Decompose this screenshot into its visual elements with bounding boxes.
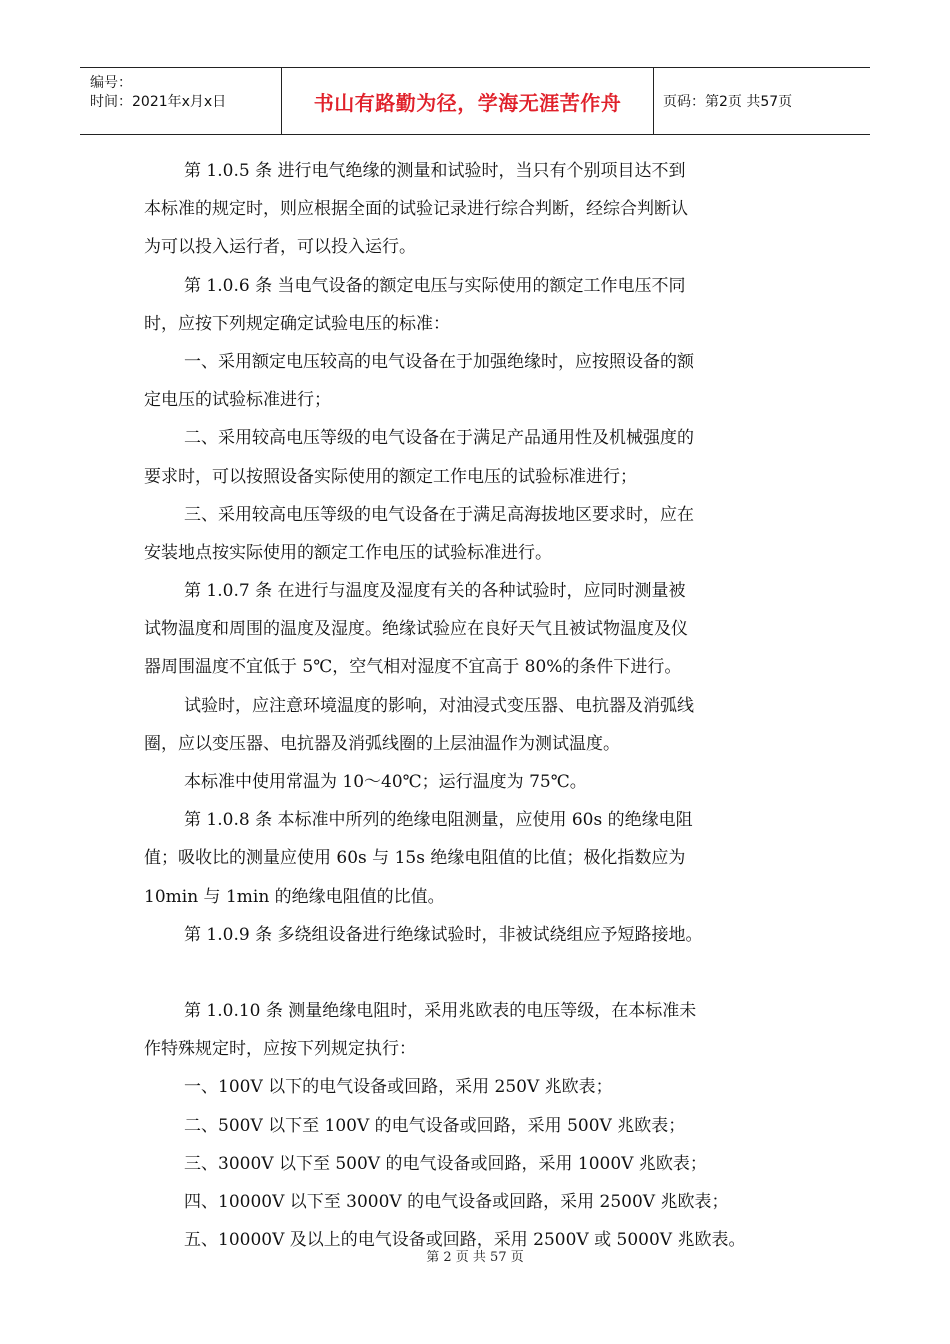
paragraph-line: 器周围温度不宜低于 5℃，空气相对湿度不宜高于 80%的条件下进行。 (144, 657, 682, 678)
paragraph-line: 第 1.0.6 条 当电气设备的额定电压与实际使用的额定工作电压不同 (184, 275, 686, 296)
paragraph-line: 第 1.0.9 条 多绕组设备进行绝缘试验时，非被试绕组应予短路接地。 (184, 924, 703, 945)
paragraph-line: 为可以投入运行者，可以投入运行。 (144, 237, 416, 258)
header-page-cell (654, 68, 870, 134)
paragraph-line: 圈，应以变压器、电抗器及消弧线圈的上层油温作为测试温度。 (144, 733, 620, 754)
paragraph-line: 本标准的规定时，则应根据全面的试验记录进行综合判断，经综合判断认 (144, 199, 688, 220)
paragraph-gap (144, 954, 784, 992)
paragraph-line: 要求时，可以按照设备实际使用的额定工作电压的试验标准进行； (144, 466, 637, 487)
header-motto: 书山有路勤为径，学海无涯苦作舟 (313, 90, 622, 115)
document-body (144, 152, 784, 1259)
paragraph-line: 一、采用额定电压较高的电气设备在于加强绝缘时，应按照设备的额 (184, 351, 694, 372)
paragraph-line: 三、3000V 以下至 500V 的电气设备或回路，采用 1000V 兆欧表； (184, 1153, 707, 1174)
paragraph-line: 一、100V 以下的电气设备或回路，采用 250V 兆欧表； (184, 1077, 613, 1098)
paragraph-line: 三、采用较高电压等级的电气设备在于满足高海拔地区要求时，应在 (184, 504, 694, 525)
paragraph-line: 安装地点按实际使用的额定工作电压的试验标准进行。 (144, 542, 552, 563)
header-motto-cell (282, 68, 654, 134)
paragraph-line: 值；吸收比的测量应使用 60s 与 15s 绝缘电阻值的比值；极化指数应为 (144, 848, 686, 869)
serial-number-label: 编号： (90, 75, 132, 91)
page-header (80, 67, 870, 135)
paragraph-line: 二、500V 以下至 100V 的电气设备或回路，采用 500V 兆欧表； (184, 1115, 686, 1136)
paragraph-line: 作特殊规定时，应按下列规定执行： (144, 1039, 416, 1060)
date-label: 时间：2021年x月x日 (90, 94, 227, 110)
paragraph-line: 第 1.0.7 条 在进行与温度及湿度有关的各种试验时，应同时测量被 (184, 581, 686, 602)
paragraph-line: 第 1.0.8 条 本标准中所列的绝缘电阻测量，应使用 60s 的绝缘电阻 (184, 810, 693, 831)
paragraph-line: 试物温度和周围的温度及湿度。绝缘试验应在良好天气且被试物温度及仪 (144, 619, 688, 640)
paragraph-line: 10min 与 1min 的绝缘电阻值的比值。 (144, 886, 445, 907)
paragraph-line: 第 1.0.5 条 进行电气绝缘的测量和试验时，当只有个别项目达不到 (184, 161, 686, 181)
header-meta-cell (80, 68, 282, 134)
paragraph-line: 时，应按下列规定确定试验电压的标准： (144, 313, 450, 334)
paragraph-line: 四、10000V 以下至 3000V 的电气设备或回路，采用 2500V 兆欧表； (184, 1191, 729, 1212)
paragraph-line: 本标准中使用常温为 10～40℃；运行温度为 75℃。 (184, 772, 587, 792)
paragraph-line: 二、采用较高电压等级的电气设备在于满足产品通用性及机械强度的 (184, 428, 694, 449)
page-footer: 第 2 页 共 57 页 (426, 1250, 524, 1265)
header-page-number: 页码：第2页 共57页 (663, 94, 793, 110)
paragraph-line: 定电压的试验标准进行； (144, 390, 331, 411)
paragraph-line: 试验时，应注意环境温度的影响，对油浸式变压器、电抗器及消弧线 (184, 695, 694, 716)
paragraph-line: 第 1.0.10 条 测量绝缘电阻时，采用兆欧表的电压等级，在本标准未 (184, 1000, 697, 1021)
paragraph-line: 五、10000V 及以上的电气设备或回路，采用 2500V 或 5000V 兆欧表。 (184, 1230, 746, 1251)
